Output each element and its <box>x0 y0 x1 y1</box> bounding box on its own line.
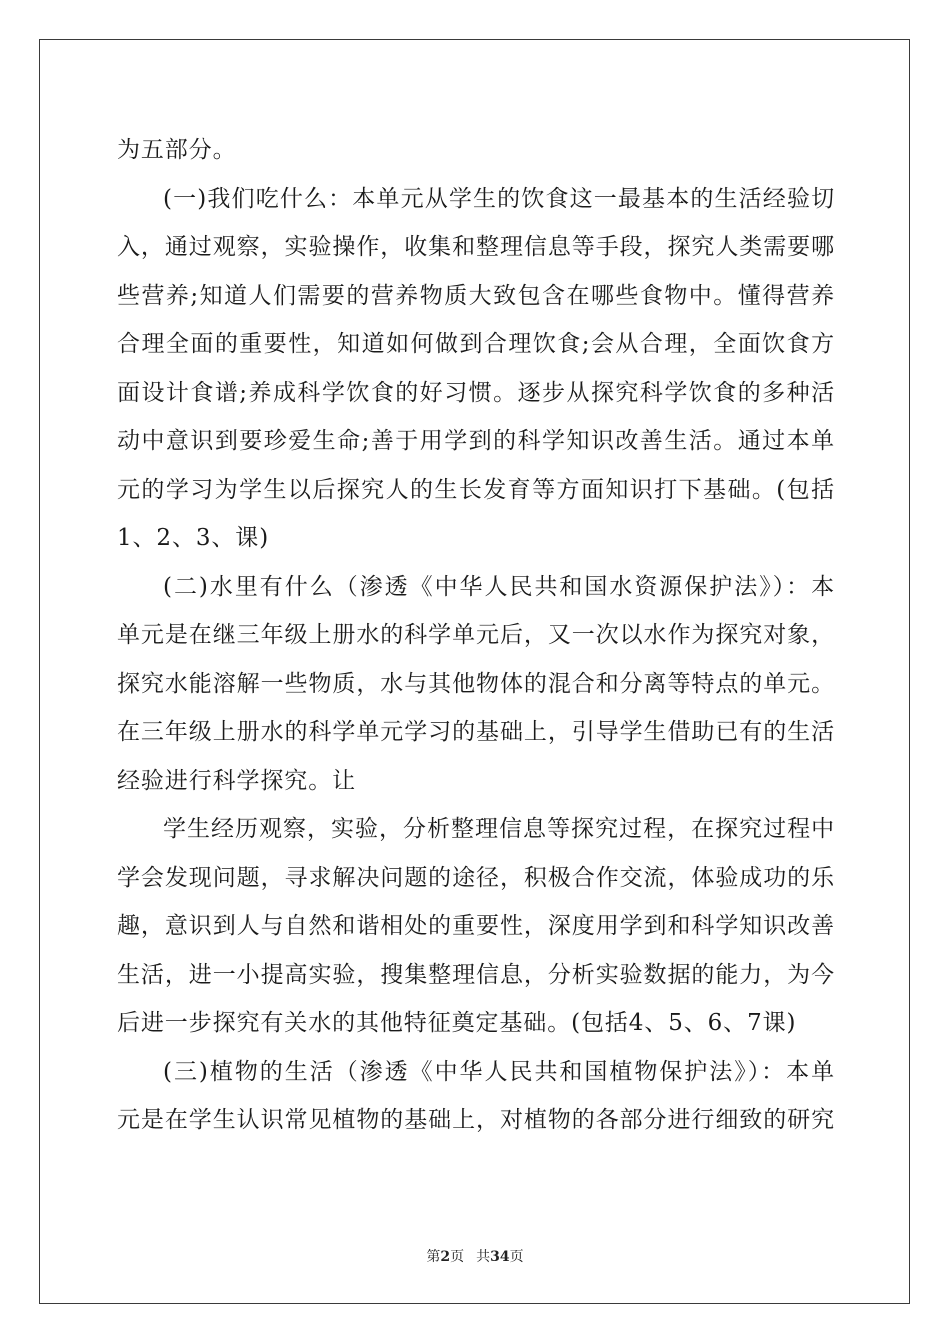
text-line: 为五部分。 <box>117 137 237 163</box>
total-prefix: 共 <box>476 1249 491 1265</box>
text-line: 面设计食谱;养成科学饮食的好习惯。逐步从探究科学饮食的多种活 <box>117 379 835 406</box>
document-body <box>117 126 835 1145</box>
text-line: 生活，进一小提高实验，搜集整理信息，分析实验数据的能力，为今 <box>117 961 835 988</box>
text-line: 入，通过观察，实验操作，收集和整理信息等手段，探究人类需要哪 <box>117 234 835 260</box>
text-line: 合理全面的重要性，知道如何做到合理饮食;会从合理，全面饮食方 <box>117 331 835 357</box>
page-suffix: 页 <box>450 1249 465 1265</box>
text-line: 动中意识到要珍爱生命;善于用学到的科学知识改善生活。通过本单 <box>117 428 835 454</box>
text-line: 1、2、3、课) <box>117 525 270 551</box>
page-prefix: 第 <box>426 1249 441 1265</box>
text-line: 学生经历观察，实验，分析整理信息等探究过程，在探究过程中 <box>163 816 835 842</box>
text-line: 探究水能溶解一些物质，水与其他物体的混合和分离等特点的单元。 <box>117 670 835 697</box>
page-footer <box>0 1246 950 1266</box>
text-line: 后进一步探究有关水的其他特征奠定基础。(包括4、5、6、7课) <box>117 1010 797 1036</box>
total-suffix: 页 <box>509 1249 524 1265</box>
text-line: (一)我们吃什么：本单元从学生的饮食这一最基本的生活经验切 <box>163 185 835 212</box>
text-line: 趣，意识到人与自然和谐相处的重要性，深度用学到和科学知识改善 <box>117 913 835 939</box>
text-line: 元是在学生认识常见植物的基础上，对植物的各部分进行细致的研究 <box>117 1107 835 1133</box>
total-pages: 34 <box>490 1249 510 1265</box>
page-number: 2 <box>440 1249 451 1265</box>
text-line: (三)植物的生活（渗透《中华人民共和国植物保护法》）：本单 <box>163 1058 835 1085</box>
text-line: 学会发现问题，寻求解决问题的途径，积极合作交流，体验成功的乐 <box>117 864 835 891</box>
text-line: 单元是在继三年级上册水的科学单元后，又一次以水作为探究对象， <box>117 622 835 648</box>
text-line: 在三年级上册水的科学单元学习的基础上，引导学生借助已有的生活 <box>117 719 835 745</box>
text-line: 些营养;知道人们需要的营养物质大致包含在哪些食物中。懂得营养 <box>117 282 835 309</box>
text-line: 元的学习为学生以后探究人的生长发育等方面知识打下基础。(包括 <box>117 476 835 503</box>
text-line: 经验进行科学探究。让 <box>117 767 356 794</box>
text-line: (二)水里有什么（渗透《中华人民共和国水资源保护法》）：本 <box>163 573 835 600</box>
